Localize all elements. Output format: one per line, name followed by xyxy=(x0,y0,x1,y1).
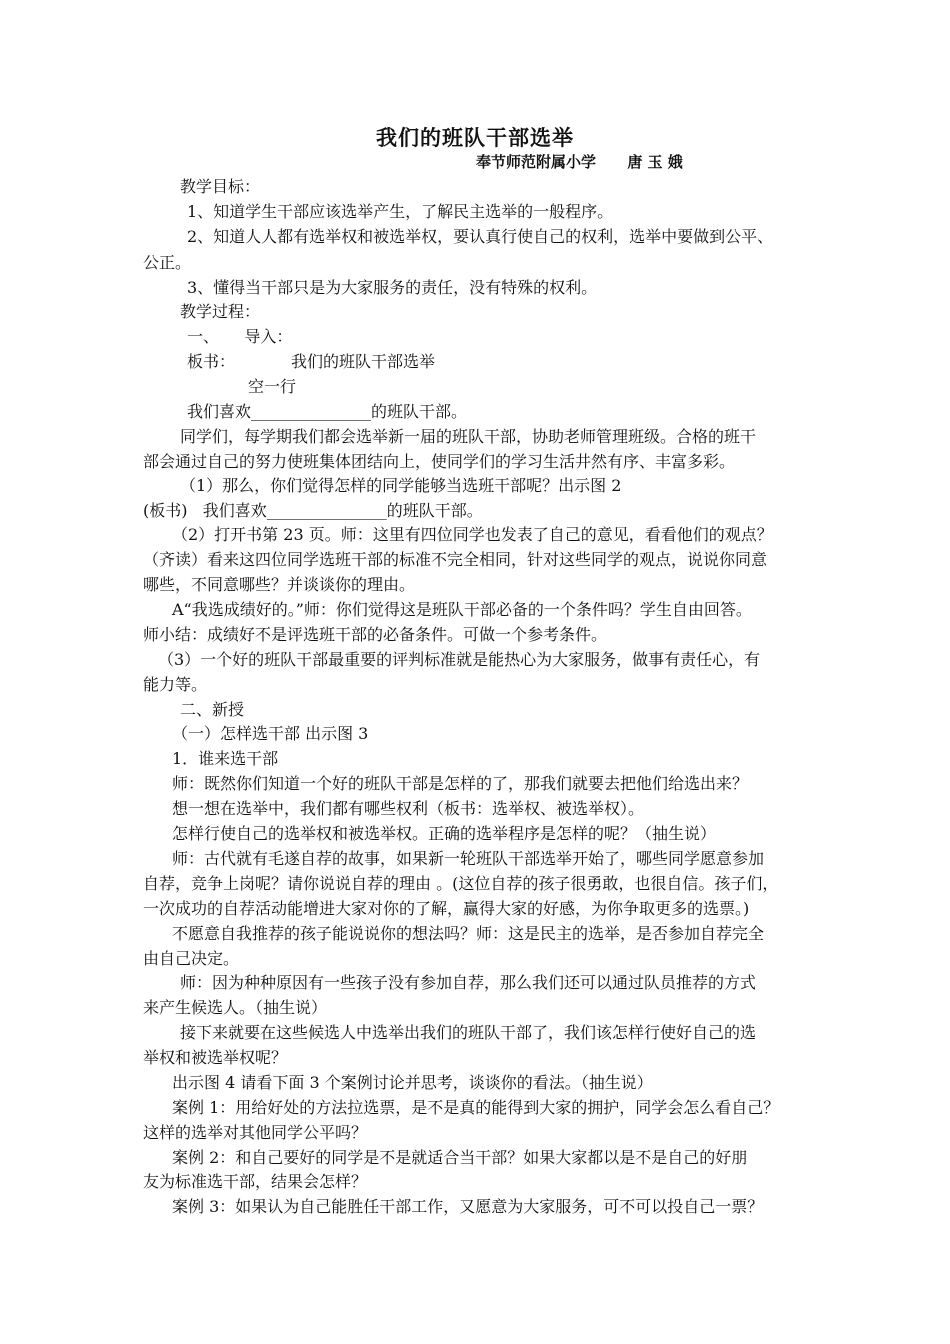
text-line: 案例 3：如果认为自己能胜任干部工作，又愿意为大家服务，可不可以投自己一票？ xyxy=(172,1197,764,1216)
text-line: 3、懂得当干部只是为大家服务的责任，没有特殊的权利。 xyxy=(187,278,598,297)
text-line: (板书) 我们喜欢_______________的班队干部。 xyxy=(143,501,483,520)
text-line: 二、新授 xyxy=(180,700,245,719)
author-line: 奉节师范附属小学 唐 玉 娥 xyxy=(476,153,683,171)
text-line: 公正。 xyxy=(143,253,192,272)
text-line: 接下来就要在这些候选人中选举出我们的班队干部了，我们该怎样行使好自己的选 xyxy=(180,1023,757,1042)
text-line: 1．谁来选干部 xyxy=(172,749,279,768)
text-line: 自荐，竞争上岗呢？请你说说自荐的理由 。(这位自荐的孩子很勇敢，也很自信。孩子们， xyxy=(143,874,779,893)
text-line: 案例 1：用给好处的方法拉选票，是不是真的能得到大家的拥护，同学会怎么看自己？ xyxy=(172,1098,780,1117)
text-line: 师：既然你们知道一个好的班队干部是怎样的了，那我们就要去把他们给选出来？ xyxy=(172,774,749,793)
text-line: （3）一个好的班队干部最重要的评判标准就是能热心为大家服务，做事有责任心，有 xyxy=(158,650,761,669)
text-line: 怎样行使自己的选举权和被选举权。正确的选举程序是怎样的呢？（抽生说） xyxy=(172,824,717,843)
text-line: 板书： 我们的班队干部选举 xyxy=(187,352,435,371)
document-title: 我们的班队干部选举 xyxy=(376,126,574,150)
text-line: （一）怎样选干部 出示图 3 xyxy=(172,724,369,743)
text-line: 哪些，不同意哪些？并谈谈你的理由。 xyxy=(143,575,416,594)
text-line: 案例 2：和自己要好的同学是不是就适合当干部？如果大家都以是不是自己的好朋 xyxy=(172,1148,748,1167)
text-line: 同学们，每学期我们都会选举新一届的班队干部，协助老师管理班级。合格的班干 xyxy=(180,427,757,446)
text-line: 友为标准选干部，结果会怎样？ xyxy=(143,1172,368,1191)
text-line: 来产生候选人。（抽生说） xyxy=(143,998,328,1017)
text-line: 2、知道人人都有选举权和被选举权，要认真行使自己的权利，选举中要做到公平、 xyxy=(187,227,774,246)
text-line: （齐读）看来这四位同学选班干部的标准不完全相同，针对这些同学的观点，说说你同意 xyxy=(143,550,768,569)
text-line: 一、 导入： xyxy=(187,327,293,346)
text-line: 教学过程： xyxy=(180,302,261,321)
text-line: A“我选成绩好的。”师：你们觉得这是班队干部必备的一个条件吗？学生自由回答。 xyxy=(172,600,752,619)
text-line: （2）打开书第 23 页。师：这里有四位同学也发表了自己的意见，看看他们的观点？ xyxy=(172,525,773,544)
text-line: （1）那么，你们觉得怎样的同学能够当选班干部呢？出示图 2 xyxy=(180,476,622,495)
text-line: 由自己决定。 xyxy=(143,949,240,968)
text-line: 师：古代就有毛遂自荐的故事，如果新一轮班队干部选举开始了，哪些同学愿意参加 xyxy=(172,849,765,868)
text-line: 一次成功的自荐活动能增进大家对你的了解，赢得大家的好感，为你争取更多的选票。) xyxy=(143,899,750,918)
text-line: 这样的选举对其他同学公平吗？ xyxy=(143,1123,368,1142)
text-line: 师小结：成绩好不是评选班干部的必备条件。可做一个参考条件。 xyxy=(143,625,608,644)
text-line: 能力等。 xyxy=(143,675,208,694)
text-line: 空一行 xyxy=(248,377,297,396)
text-line: 想一想在选举中，我们都有哪些权利（板书：选举权、被选举权）。 xyxy=(172,799,645,818)
text-line: 出示图 4 请看下面 3 个案例讨论并思考，谈谈你的看法。（抽生说） xyxy=(172,1073,653,1092)
text-line: 举权和被选举权呢？ xyxy=(143,1048,288,1067)
text-line: 部会通过自己的努力使班集体团结向上，使同学们的学习生活井然有序、丰富多彩。 xyxy=(143,452,736,471)
text-line: 师：因为种种原因有一些孩子没有参加自荐，那么我们还可以通过队员推荐的方式 xyxy=(180,973,757,992)
text-line: 1、知道学生干部应该选举产生，了解民主选举的一般程序。 xyxy=(187,202,614,221)
text-line: 我们喜欢_______________的班队干部。 xyxy=(187,402,468,421)
text-line: 不愿意自我推荐的孩子能说说你的想法吗？师：这是民主的选举，是否参加自荐完全 xyxy=(172,924,765,943)
text-line: 教学目标： xyxy=(180,177,261,196)
